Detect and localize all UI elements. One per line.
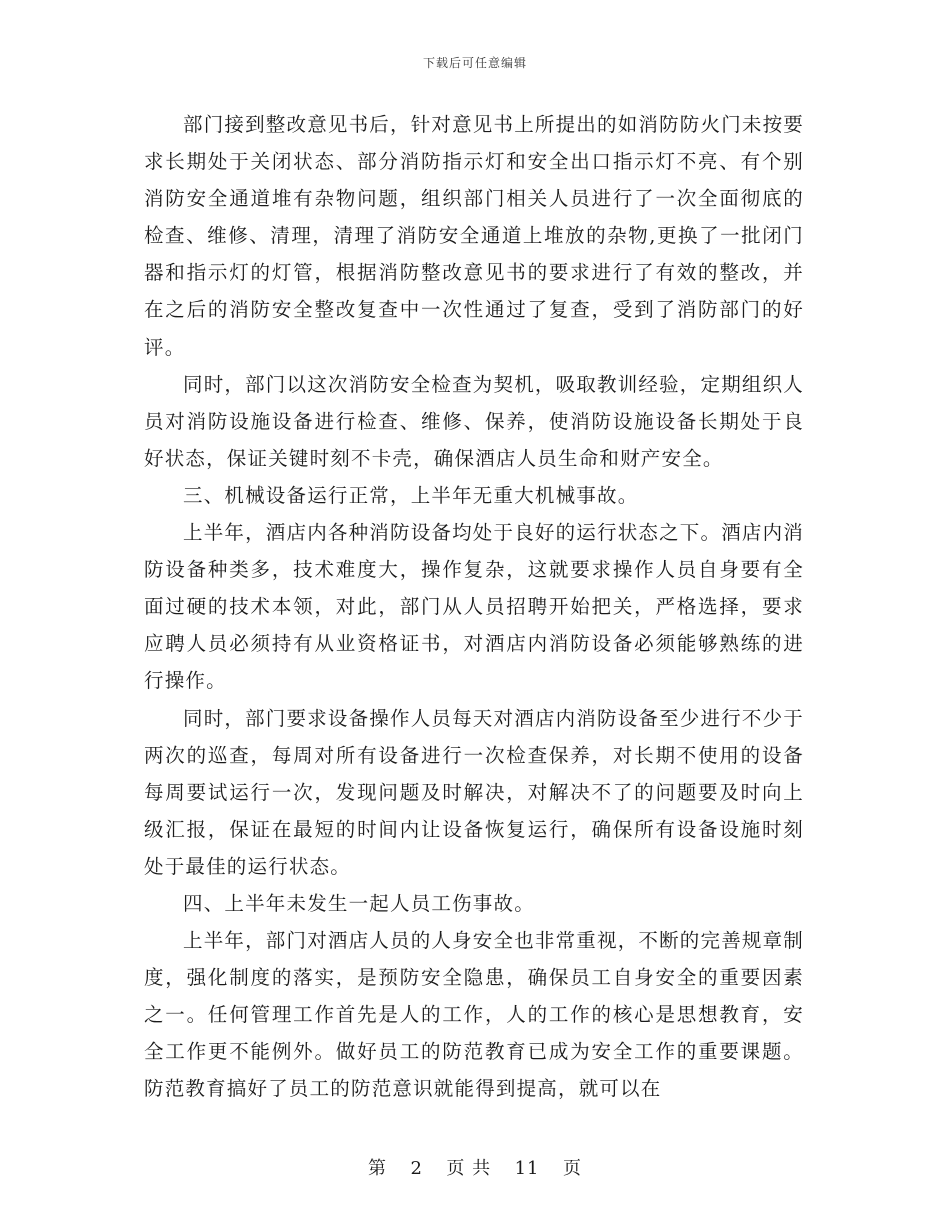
document-body	[144, 106, 804, 1108]
footer-total-pages: 11	[514, 1158, 540, 1179]
footer-suffix: 页	[562, 1158, 582, 1179]
paragraph-equipment-patrol: 同时，部门要求设备操作人员每天对酒店内消防设备至少进行不少于两次的巡查，每周对所有设备进行一次检查保养，对长期不使用的设备每周要试运行一次，发现问题及时解决，对解决不了的问题要及时向上级汇报，保证在最短的时间内让设备恢复运行，确保所有设备设施时刻处于最佳的运行状态。	[144, 706, 805, 878]
section-heading-injury: 四、上半年未发生一起人员工伤事故。	[183, 891, 535, 915]
paragraph-regular-inspection: 同时，部门以这次消防安全检查为契机，吸取教训经验，定期组织人员对消防设施设备进行检查、维修、保养，使消防设施设备长期处于良好状态，保证关键时刻不卡壳，确保酒店人员生命和财产安全。	[144, 372, 805, 470]
paragraph-rectification: 部门接到整改意见书后，针对意见书上所提出的如消防防火门未按要求长期处于关闭状态、部分消防指示灯和安全出口指示灯不亮、有个别消防安全通道堆有杂物问题，组织部门相关人员进行了一次全面彻底的检查、维修、清理，清理了消防安全通道上堆放的杂物,更换了一批闭门器和指示灯的灯管，根据消防整改意见书的要求进行了有效的整改，并在之后的消防安全整改复查中一次性通过了复查，受到了消防部门的好评。	[144, 113, 805, 359]
footer-current-page: 2	[410, 1158, 423, 1179]
header-note: 下载后可任意编辑	[422, 56, 527, 70]
section-heading-machinery: 三、机械设备运行正常，上半年无重大机械事故。	[183, 483, 639, 507]
paragraph-personnel-safety: 上半年，部门对酒店人员的人身安全也非常重视，不断的完善规章制度，强化制度的落实，是预防安全隐患，确保员工自身安全的重要因素之一。任何管理工作首先是人的工作，人的工作的核心是思想教育，安全工作更不能例外。做好员工的防范教育已成为安全工作的重要课题。防范教育搞好了员工的防范意识就能得到提高，就可以在	[144, 929, 805, 1101]
footer-prefix: 第	[368, 1158, 388, 1179]
footer-middle: 页 共	[446, 1158, 492, 1179]
page-footer	[0, 1154, 950, 1180]
paragraph-equipment-operation: 上半年，酒店内各种消防设备均处于良好的运行状态之下。酒店内消防设备种类多，技术难度大，操作复杂，这就要求操作人员自身要有全面过硬的技术本领，对此，部门从人员招聘开始把关，严格选择，要求应聘人员必须持有从业资格证书，对酒店内消防设备必须能够熟练的进行操作。	[144, 521, 805, 693]
